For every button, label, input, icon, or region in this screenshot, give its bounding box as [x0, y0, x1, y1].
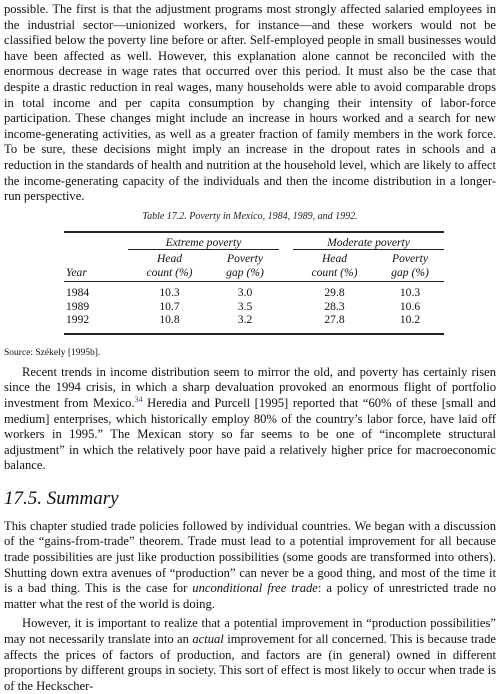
- paragraph-recent-trends: [4, 365, 496, 474]
- footnote-link[interactable]: 34: [134, 394, 143, 404]
- table-caption: Table 17.2. Poverty in Mexico, 1984, 1989, and 1992.: [142, 210, 358, 222]
- cell-mp-head: 29.8: [324, 286, 345, 300]
- table-row: [64, 313, 444, 334]
- group-header-extreme: Extreme poverty: [128, 232, 279, 250]
- col-gap-line1: Poverty: [391, 252, 429, 266]
- col-gap-line1: Poverty: [226, 252, 264, 266]
- cell-year: 1992: [66, 313, 90, 327]
- cell-year: 1989: [66, 299, 90, 313]
- table-source-note: Source: Székely [1995b].: [4, 347, 101, 358]
- cell-ep-gap: 3.0: [237, 286, 253, 300]
- cell-year: 1984: [66, 286, 90, 300]
- summary-text-cont: : a policy of unrestricted trade no matter what the rest of the world is doing.: [4, 581, 496, 611]
- col-gap-line2: gap (%): [376, 266, 444, 282]
- summary2-text-cont: improvement for all concerned. This is because trade affects the prices of factors of production, and factors are (in general) owned in different proportions by different groups in society. This sort of effect is most likely to occur when trade is of the Heckscher-: [4, 632, 496, 693]
- cell-ep-head: 10.7: [159, 299, 180, 313]
- table-row: [64, 300, 444, 314]
- summary-text: This chapter studied trade policies followed by individual countries. We began with a discussion of the “gains-from-trade” theorem. Trade must lead to a potential improvement for all because trade possibilities are just like production possibilities (some goods are transformed into others). Shutting down extra avenues of “production” can never be a good thing, and most of the time it is a bad thing. This is the case for: [4, 518, 496, 596]
- cell-ep-gap: 3.2: [237, 313, 253, 327]
- paragraph-summary-2: [4, 616, 496, 694]
- summary-emphasis: unconditional free trade: [192, 581, 318, 596]
- cell-mp-gap: 10.6: [399, 299, 421, 313]
- summary2-emphasis: actual: [192, 632, 224, 647]
- recent-trends-text-cont: Heredia and Purcell [1995] reported that “60% of these [small and medium] enterprises, which historically employ 80% of the country’s labor force, have laid off workers in 1995.” The Mexican story so far seems to be one of “incomplete structural adjustment” in which the relatively poor have paid a relatively higher price for macroeconomic balance.: [4, 395, 496, 473]
- table-row: [64, 282, 444, 300]
- cell-mp-gap: 10.3: [399, 286, 421, 300]
- summary2-text: However, it is important to realize that a potential improvement in “production possibilities” may not necessarily translate into an: [4, 616, 496, 647]
- year-column-header: Year: [64, 266, 128, 282]
- cell-mp-head: 28.3: [324, 299, 345, 313]
- document-page: [4, 2, 496, 694]
- col-head-line1: Head: [156, 252, 183, 266]
- cell-ep-gap: 3.5: [237, 299, 253, 313]
- col-head-line2: count (%): [128, 266, 211, 282]
- poverty-table: [64, 231, 444, 335]
- col-head-line1: Head: [321, 252, 348, 266]
- cell-ep-head: 10.3: [159, 286, 180, 300]
- col-head-line2: count (%): [293, 266, 376, 282]
- cell-mp-head: 27.8: [324, 313, 345, 327]
- recent-trends-text: Recent trends in income distribution seem to mirror the old, and poverty has certainly risen since the 1994 crisis, in which a sharp devaluation provoked an enormous flight of portfolio investment from Mexico.: [4, 364, 496, 410]
- cell-mp-gap: 10.2: [399, 313, 421, 327]
- section-heading: 17.5. Summary: [4, 487, 119, 509]
- cell-ep-head: 10.8: [159, 313, 180, 327]
- group-header-moderate: Moderate poverty: [293, 232, 444, 250]
- col-gap-line2: gap (%): [211, 266, 279, 282]
- paragraph-summary-1: [4, 519, 496, 613]
- paragraph-intro: possible. The first is that the adjustment programs most strongly affected salaried employees in the industrial sector—unionized workers, for instance—and these workers would not be classified below the poverty line before or after. Self-employed people in small businesses would have been affected as well. However, this explanation alone cannot be reconciled with the enormous decrease in wage rates that occurred over this period. It must also be the case that despite a drastic reduction in real wages, many households were able to avoid comparable drops in total income and per capita consumption by changing their intensity of labor-force participation. These changes might include an increase in hours worked and a search for new income-generating activities, as well as a greater fraction of family members in the work force. To be sure, these decisions might imply an increase in the dropout rates in schools and a reduction in the standards of health and nutrition at the household level, which are likely to affect the income-generating capacity of the individuals and then the income distribution in a longer-run perspective.: [4, 2, 496, 204]
